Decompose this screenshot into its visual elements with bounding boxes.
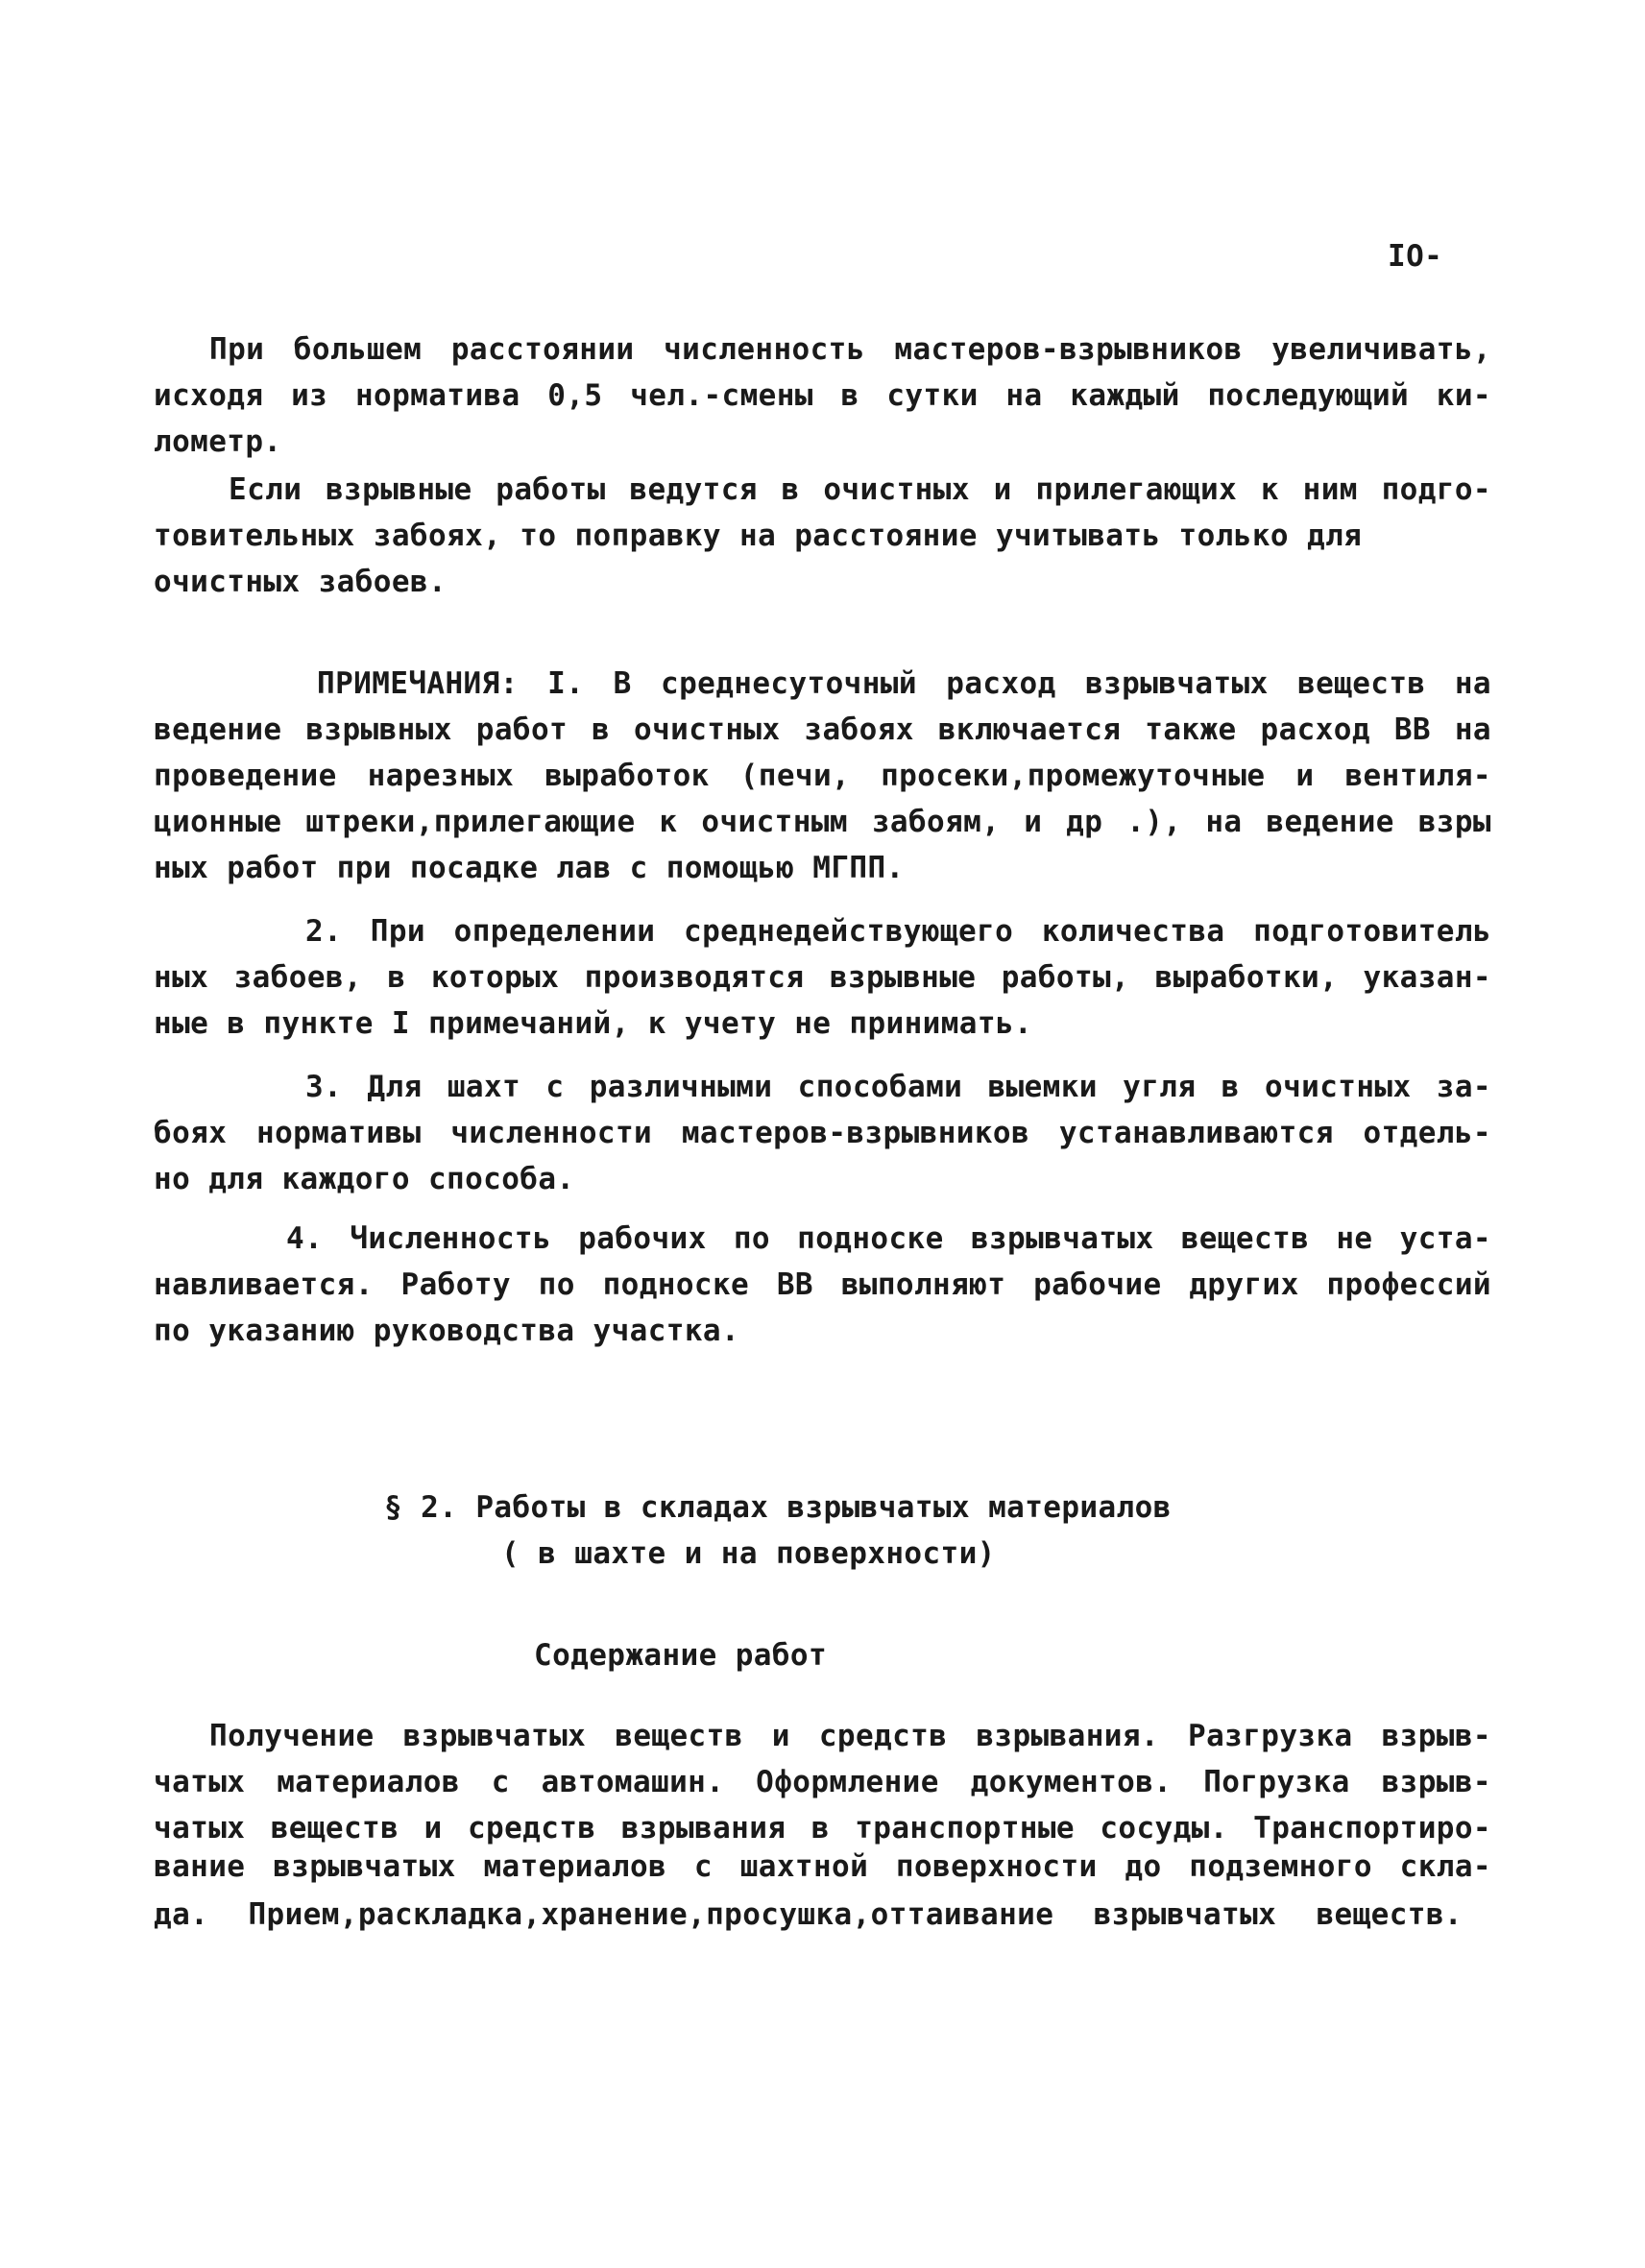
note-3-line-3: но для каждого способа. [154, 1162, 575, 1196]
section-body-line-1: Получение взрывчатых веществ и средств взрывания. Разгрузка взрыв- [209, 1719, 1491, 1753]
note-2-line-3: ные в пункте I примечаний, к учету не принимать. [154, 1006, 1033, 1041]
note-1-line-3: проведение нарезных выработок (печи, просеки,промежуточные и вентиля- [154, 759, 1491, 793]
note-2-line-2: ных забоев, в которых производятся взрывные работы, выработки, указан- [154, 960, 1491, 995]
note-4-line-1: 4. Численность рабочих по подноске взрывчатых веществ не уста- [286, 1221, 1491, 1256]
intro-p2-line-1: Если взрывные работы ведутся в очистных и прилегающих к ним подго- [229, 472, 1491, 507]
section-body-line-4: вание взрывчатых материалов с шахтной поверхности до подземного скла- [154, 1849, 1491, 1884]
section-body-line-2: чатых материалов с автомашин. Оформление документов. Погрузка взрыв- [154, 1765, 1491, 1799]
section-body-line-3: чатых веществ и средств взрывания в транспортные сосуды. Транспортиро- [154, 1811, 1491, 1846]
section-body-line-5: да. Прием,раскладка,хранение,просушка,оттаивание взрывчатых веществ. [154, 1897, 1463, 1932]
intro-p2-line-2: товительных забоях, то поправку на расстояние учитывать только для [154, 519, 1363, 553]
note-1-line-1: ПРИМЕЧАНИЯ: I. В среднесуточный расход взрывчатых веществ на [317, 666, 1491, 701]
section-title-line-2: ( в шахте и на поверхности) [501, 1536, 996, 1571]
intro-p1-line-3: лометр. [154, 424, 282, 459]
intro-p1-line-1: При большем расстоянии численность мастеров-взрывников увеличивать, [209, 332, 1491, 367]
note-3-line-1: 3. Для шахт с различными способами выемки угля в очистных за- [305, 1070, 1491, 1104]
section-title-line-1: § 2. Работы в складах взрывчатых материалов [384, 1490, 1172, 1525]
note-1-line-2: ведение взрывных работ в очистных забоях включается также расход ВВ на [154, 712, 1491, 747]
note-1-line-4: ционные штреки,прилегающие к очистным забоям, и др .), на ведение взры [154, 805, 1491, 839]
page-number: IO- [1388, 239, 1443, 274]
section-subtitle: Содержание работ [534, 1638, 828, 1673]
note-1-line-5: ных работ при посадке лав с помощью МГПП. [154, 851, 905, 885]
intro-p2-line-3: очистных забоев. [154, 565, 448, 599]
note-4-line-2: навливается. Работу по подноске ВВ выполняют рабочие других профессий [154, 1267, 1491, 1302]
note-4-line-3: по указанию руководства участка. [154, 1314, 740, 1348]
note-3-line-2: боях нормативы численности мастеров-взрывников устанавливаются отдель- [154, 1116, 1491, 1150]
intro-p1-line-2: исходя из норматива 0,5 чел.-смены в сутки на каждый последующий ки- [154, 378, 1491, 413]
note-2-line-1: 2. При определении среднедействующего количества подготовитель [305, 914, 1491, 949]
